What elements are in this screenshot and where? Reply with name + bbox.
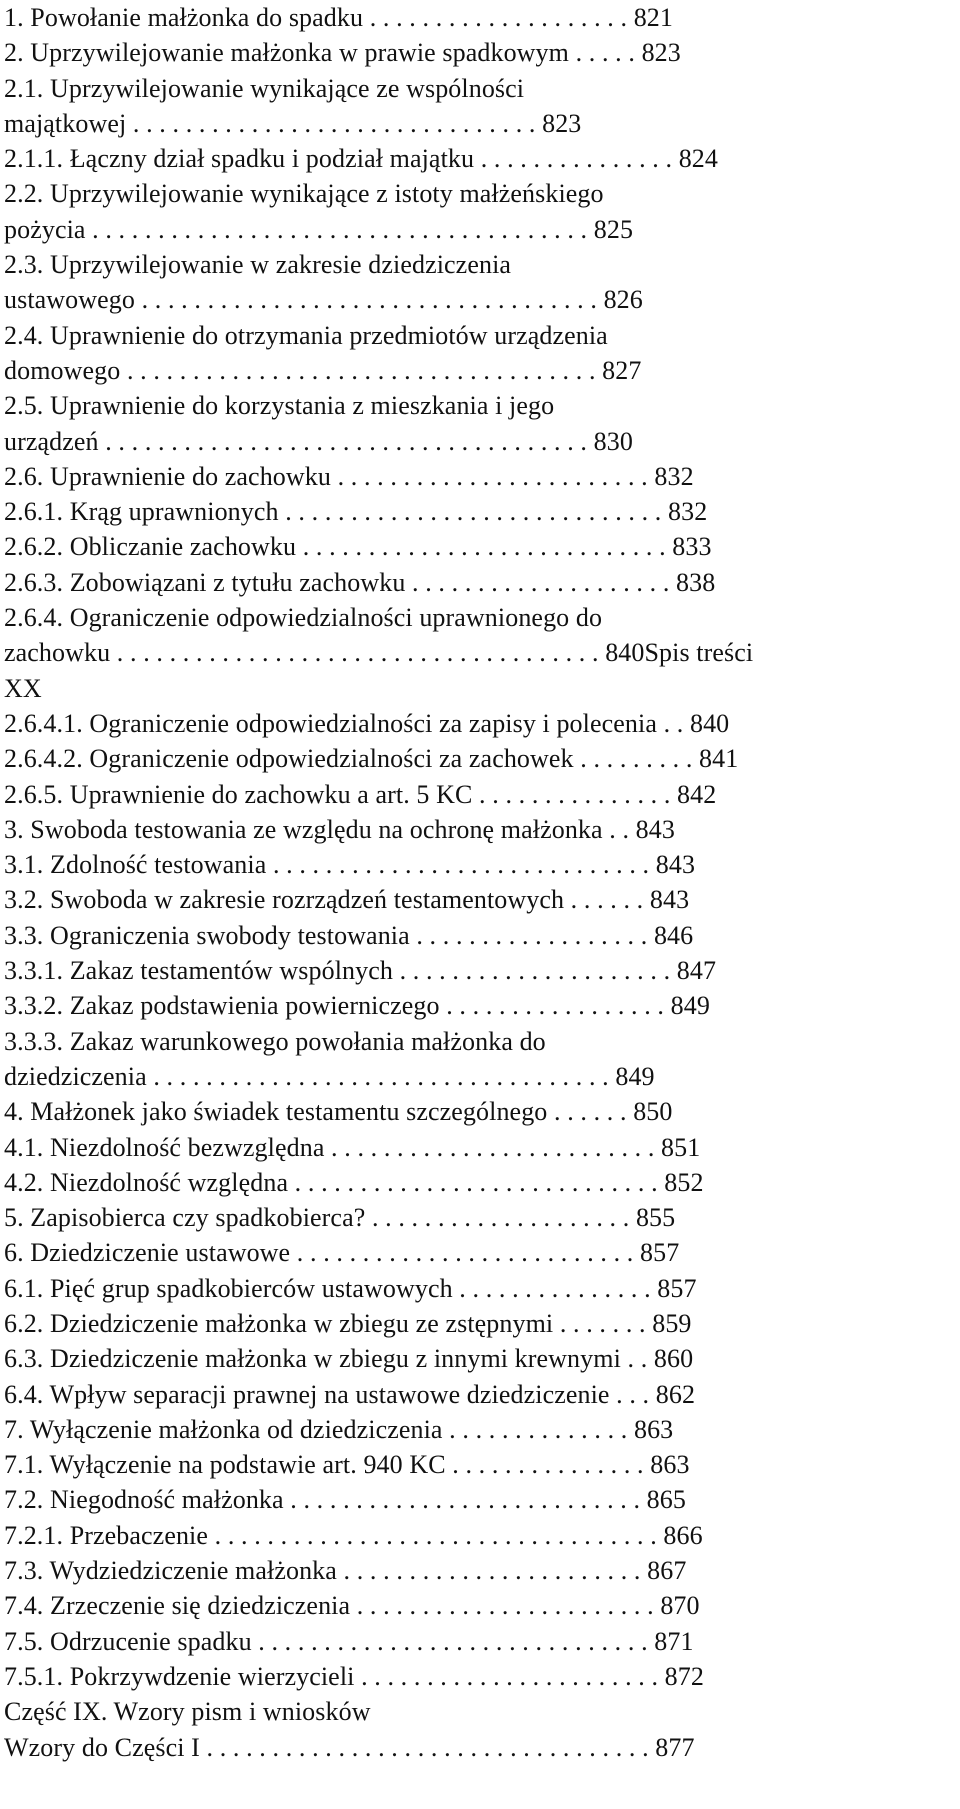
toc-entry: 2.1.1. Łączny dział spadku i podział majątku . . . . . . . . . . . . . . . 824 xyxy=(4,144,718,174)
toc-entry: 2.6.1. Krąg uprawnionych . . . . . . . . . . . . . . . . . . . . . . . . . . . . . 832 xyxy=(4,497,708,527)
toc-entry: 6.3. Dziedziczenie małżonka w zbiegu z innymi krewnymi . . 860 xyxy=(4,1344,694,1374)
toc-entry: 2.6.3. Zobowiązani z tytułu zachowku . . . . . . . . . . . . . . . . . . . . 838 xyxy=(4,567,716,597)
toc-entry: Wzory do Części I . . . . . . . . . . . . . . . . . . . . . . . . . . . . . . . . . . 877 xyxy=(4,1732,695,1762)
toc-entry: 2.6.4.2. Ograniczenie odpowiedzialności za zachowek . . . . . . . . . 841 xyxy=(4,744,739,774)
toc-entry: 3.1. Zdolność testowania . . . . . . . . . . . . . . . . . . . . . . . . . . . . . 843 xyxy=(4,850,696,880)
toc-entry: 6.2. Dziedziczenie małżonka w zbiegu ze zstępnymi . . . . . . . 859 xyxy=(4,1308,692,1338)
toc-entry: 7.2. Niegodność małżonka . . . . . . . . . . . . . . . . . . . . . . . . . . . 865 xyxy=(4,1485,686,1515)
toc-entry: 3.3.1. Zakaz testamentów wspólnych . . . . . . . . . . . . . . . . . . . . . 847 xyxy=(4,956,717,986)
toc-entry: 7.3. Wydziedziczenie małżonka . . . . . . . . . . . . . . . . . . . . . . . 867 xyxy=(4,1556,687,1586)
toc-entry: 3. Swoboda testowania ze względu na ochronę małżonka . . 843 xyxy=(4,814,675,844)
toc-entry: 4.1. Niezdolność bezwzględna . . . . . . . . . . . . . . . . . . . . . . . . . 851 xyxy=(4,1132,701,1162)
toc-entry: 2.1. Uprzywilejowanie wynikające ze wspólności xyxy=(4,73,525,103)
toc-entry: 3.2. Swoboda w zakresie rozrządzeń testamentowych . . . . . . 843 xyxy=(4,885,690,915)
toc-entry: 1. Powołanie małżonka do spadku . . . . . . . . . . . . . . . . . . . . 821 xyxy=(4,3,673,32)
toc-entry: 3.3.3. Zakaz warunkowego powołania małżonka do xyxy=(4,1026,546,1056)
toc-entry: 2.6.4.1. Ograniczenie odpowiedzialności za zapisy i polecenia . . 840 xyxy=(4,708,730,738)
toc-entry: 7.5.1. Pokrzywdzenie wierzycieli . . . . . . . . . . . . . . . . . . . . . . . 872 xyxy=(4,1661,704,1691)
toc-entry: majątkowej . . . . . . . . . . . . . . . . . . . . . . . . . . . . . . . 823 xyxy=(4,108,582,138)
toc-entry: 6. Dziedziczenie ustawowe . . . . . . . . . . . . . . . . . . . . . . . . . . 857 xyxy=(4,1238,680,1268)
toc-entry: ustawowego . . . . . . . . . . . . . . . . . . . . . . . . . . . . . . . . . . . 826 xyxy=(4,285,643,315)
toc-entry: zachowku . . . . . . . . . . . . . . . . . . . . . . . . . . . . . . . . . . . . . 840Spis treści xyxy=(4,638,754,668)
toc-entry: 2.6.4. Ograniczenie odpowiedzialności uprawnionego do xyxy=(4,603,603,633)
toc-entry: XX xyxy=(4,673,42,703)
toc-entry: urządzeń . . . . . . . . . . . . . . . . . . . . . . . . . . . . . . . . . . . . . 830 xyxy=(4,426,633,456)
toc-entry: 2.3. Uprzywilejowanie w zakresie dziedziczenia xyxy=(4,250,512,280)
toc-entry: 2.6.2. Obliczanie zachowku . . . . . . . . . . . . . . . . . . . . . . . . . . . . 833 xyxy=(4,532,712,562)
toc-entry: dziedziczenia . . . . . . . . . . . . . . . . . . . . . . . . . . . . . . . . . . . 849 xyxy=(4,1061,655,1091)
toc-entry: 7.4. Zrzeczenie się dziedziczenia . . . . . . . . . . . . . . . . . . . . . . . 870 xyxy=(4,1591,700,1621)
toc-entry: 2.4. Uprawnienie do otrzymania przedmiotów urządzenia xyxy=(4,320,608,350)
toc-entry: 4.2. Niezdolność względna . . . . . . . . . . . . . . . . . . . . . . . . . . . . 852 xyxy=(4,1167,704,1197)
table-of-contents xyxy=(4,0,954,1800)
toc-entry: 3.3. Ograniczenia swobody testowania . . . . . . . . . . . . . . . . . . 846 xyxy=(4,920,694,950)
toc-entry: 2.6. Uprawnienie do zachowku . . . . . . . . . . . . . . . . . . . . . . . . 832 xyxy=(4,461,694,491)
toc-entry: 4. Małżonek jako świadek testamentu szczególnego . . . . . . 850 xyxy=(4,1097,673,1127)
toc-entry: pożycia . . . . . . . . . . . . . . . . . . . . . . . . . . . . . . . . . . . . . . 825 xyxy=(4,214,634,244)
toc-entry: 6.4. Wpływ separacji prawnej na ustawowe dziedziczenie . . . 862 xyxy=(4,1379,696,1409)
toc-entry: Część IX. Wzory pism i wniosków xyxy=(4,1697,371,1727)
toc-entry: 3.3.2. Zakaz podstawienia powierniczego . . . . . . . . . . . . . . . . . 849 xyxy=(4,991,710,1021)
toc-entry: 7.2.1. Przebaczenie . . . . . . . . . . . . . . . . . . . . . . . . . . . . . . . . . . 866 xyxy=(4,1520,703,1550)
toc-entry: 6.1. Pięć grup spadkobierców ustawowych . . . . . . . . . . . . . . . 857 xyxy=(4,1273,697,1303)
toc-entry: domowego . . . . . . . . . . . . . . . . . . . . . . . . . . . . . . . . . . . . 827 xyxy=(4,355,642,385)
toc-entry: 7.1. Wyłączenie na podstawie art. 940 KC . . . . . . . . . . . . . . . 863 xyxy=(4,1450,690,1480)
toc-entry: 7.5. Odrzucenie spadku . . . . . . . . . . . . . . . . . . . . . . . . . . . . . . 871 xyxy=(4,1626,694,1656)
toc-entry: 2.6.5. Uprawnienie do zachowku a art. 5 KC . . . . . . . . . . . . . . . 842 xyxy=(4,779,717,809)
toc-entry: 2. Uprzywilejowanie małżonka w prawie spadkowym . . . . . 823 xyxy=(4,38,681,68)
toc-entry: 2.5. Uprawnienie do korzystania z mieszkania i jego xyxy=(4,391,555,421)
toc-entry: 5. Zapisobierca czy spadkobierca? . . . . . . . . . . . . . . . . . . . . 855 xyxy=(4,1203,676,1233)
toc-entry: 7. Wyłączenie małżonka od dziedziczenia . . . . . . . . . . . . . . 863 xyxy=(4,1414,674,1444)
toc-entry xyxy=(4,1765,954,1800)
toc-entry: 2.2. Uprzywilejowanie wynikające z istoty małżeńskiego xyxy=(4,179,604,209)
